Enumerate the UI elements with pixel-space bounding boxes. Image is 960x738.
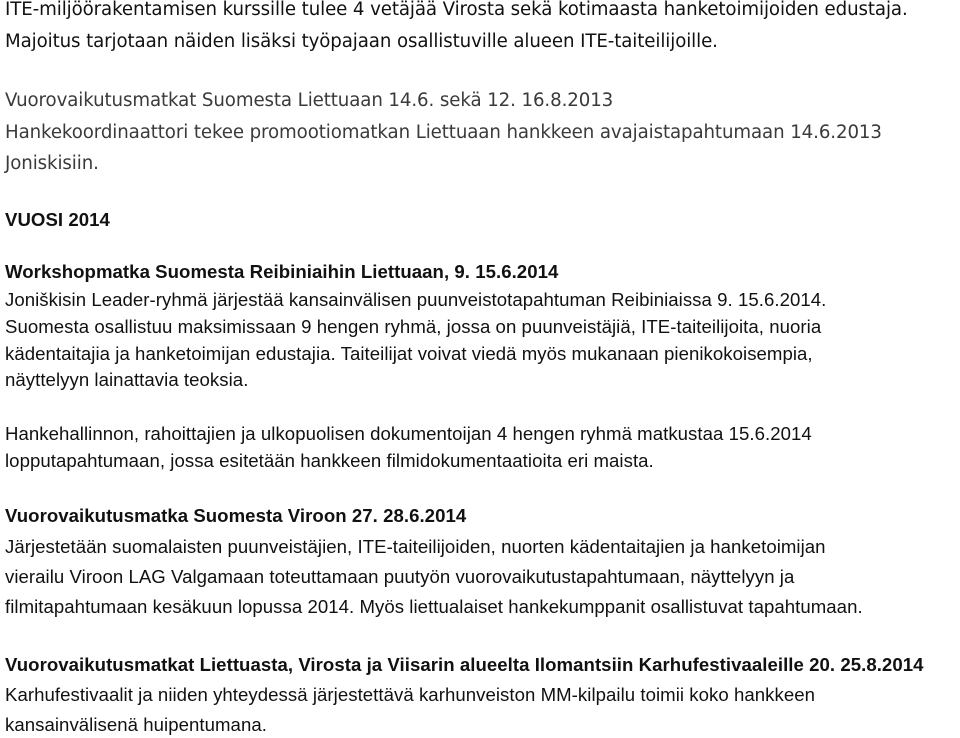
workshop-trip-line-5: Hankehallinnon, rahoittajien ja ulkopuolisen dokumentoijan 4 hengen ryhmä matkustaa 15.6.2014 [5,423,812,444]
visit-2013-line-1: Hankekoordinaattori tekee promootiomatkan Liettuaan hankkeen avajaistapahtumaan 14.6.2013 [5,122,882,143]
workshop-trip-heading: Workshopmatka Suomesta Reibiniaihin Liettuaan, 9. 15.6.2014 [5,261,559,282]
intro-line-1: ITE-miljöörakentamisen kurssille tulee 4 vetäjää Virosta sekä kotimaasta hanketoimijoiden edustaja. [5,0,908,20]
karhu-trip-heading: Vuorovaikutusmatkat Liettuasta, Virosta ja Viisarin alueelta Ilomantsiin Karhufestivaaleille 20. 25.8.2014 [5,654,924,675]
workshop-trip-line-1: Joniškisin Leader-ryhmä järjestää kansainvälisen puunveistotapahtuman Reibiniaissa 9. 15.6.2014. [5,289,827,310]
viro-trip-line-1: Järjestetään suomalaisten puunveistäjien, ITE-taiteilijoiden, nuorten kädentaitajien ja hanketoimijan [5,536,826,557]
visit-2013-heading: Vuorovaikutusmatkat Suomesta Liettuaan 14.6. sekä 12. 16.8.2013 [5,90,614,111]
karhu-trip-line-2: kansainvälisenä huipentumana. [5,714,267,735]
visit-2013-line-2: Joniskisiin. [5,153,99,174]
workshop-trip-line-6: lopputapahtumaan, jossa esitetään hankkeen filmidokumentaatioita eri maista. [5,450,654,471]
workshop-trip-line-4: näyttelyyn lainattavia teoksia. [5,369,249,390]
workshop-trip-line-3: kädentaitajia ja hanketoimijan edustajia. Taiteilijat voivat viedä myös mukanaan pienikokoisempia, [5,343,813,364]
intro-line-2: Majoitus tarjotaan näiden lisäksi työpajaan osallistuville alueen ITE-taiteilijoille. [5,31,718,52]
year-heading: VUOSI 2014 [5,209,110,230]
viro-trip-heading: Vuorovaikutusmatka Suomesta Viroon 27. 28.6.2014 [5,505,467,526]
viro-trip-line-3: filmitapahtumaan kesäkuun lopussa 2014. Myös liettualaiset hankekumppanit osallistuvat tapahtumaan. [5,596,863,617]
karhu-trip-line-1: Karhufestivaalit ja niiden yhteydessä järjestettävä karhunveiston MM-kilpailu toimii koko hankkeen [5,684,816,705]
viro-trip-line-2: vierailu Viroon LAG Valgamaan toteuttamaan puutyön vuorovaikutustapahtumaan, näyttelyyn ja [5,566,795,587]
workshop-trip-line-2: Suomesta osallistuu maksimissaan 9 hengen ryhmä, jossa on puunveistäjiä, ITE-taiteilijoita, nuoria [5,316,822,337]
